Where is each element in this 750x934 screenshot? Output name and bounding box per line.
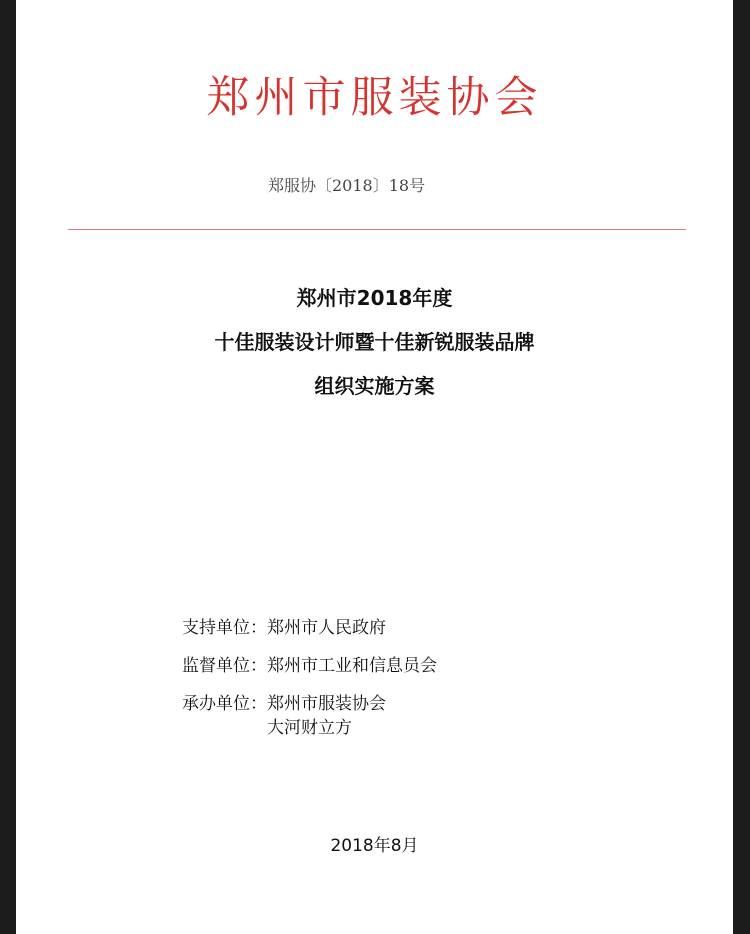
document-title	[16, 276, 733, 408]
organizer-list	[182, 616, 437, 754]
supervising-unit-label: 监督单位：	[182, 656, 267, 676]
organizing-unit-value: 大河财立方	[267, 718, 352, 738]
supervising-unit-value: 郑州市工业和信息员会	[267, 656, 437, 676]
supporting-unit-value: 郑州市人民政府	[267, 618, 386, 638]
letterhead-divider	[68, 229, 686, 230]
document-number: 郑服协〔2018〕18号	[268, 176, 426, 195]
title-line: 组织实施方案	[314, 374, 435, 398]
title-line: 十佳服装设计师暨十佳新锐服装品牌	[214, 330, 535, 354]
organizing-unit-row	[182, 692, 437, 740]
document-date: 2018年8月	[330, 836, 419, 856]
organizing-unit-label: 承办单位：	[182, 694, 267, 714]
letterhead-org-name: 郑州市服装协会	[206, 73, 543, 123]
organizing-unit-value: 郑州市服装协会	[267, 694, 386, 714]
document-page	[16, 0, 733, 934]
title-line: 郑州市2018年度	[296, 286, 453, 310]
supporting-unit-row	[182, 616, 437, 640]
supervising-unit-row	[182, 654, 437, 678]
supporting-unit-label: 支持单位：	[182, 618, 267, 638]
